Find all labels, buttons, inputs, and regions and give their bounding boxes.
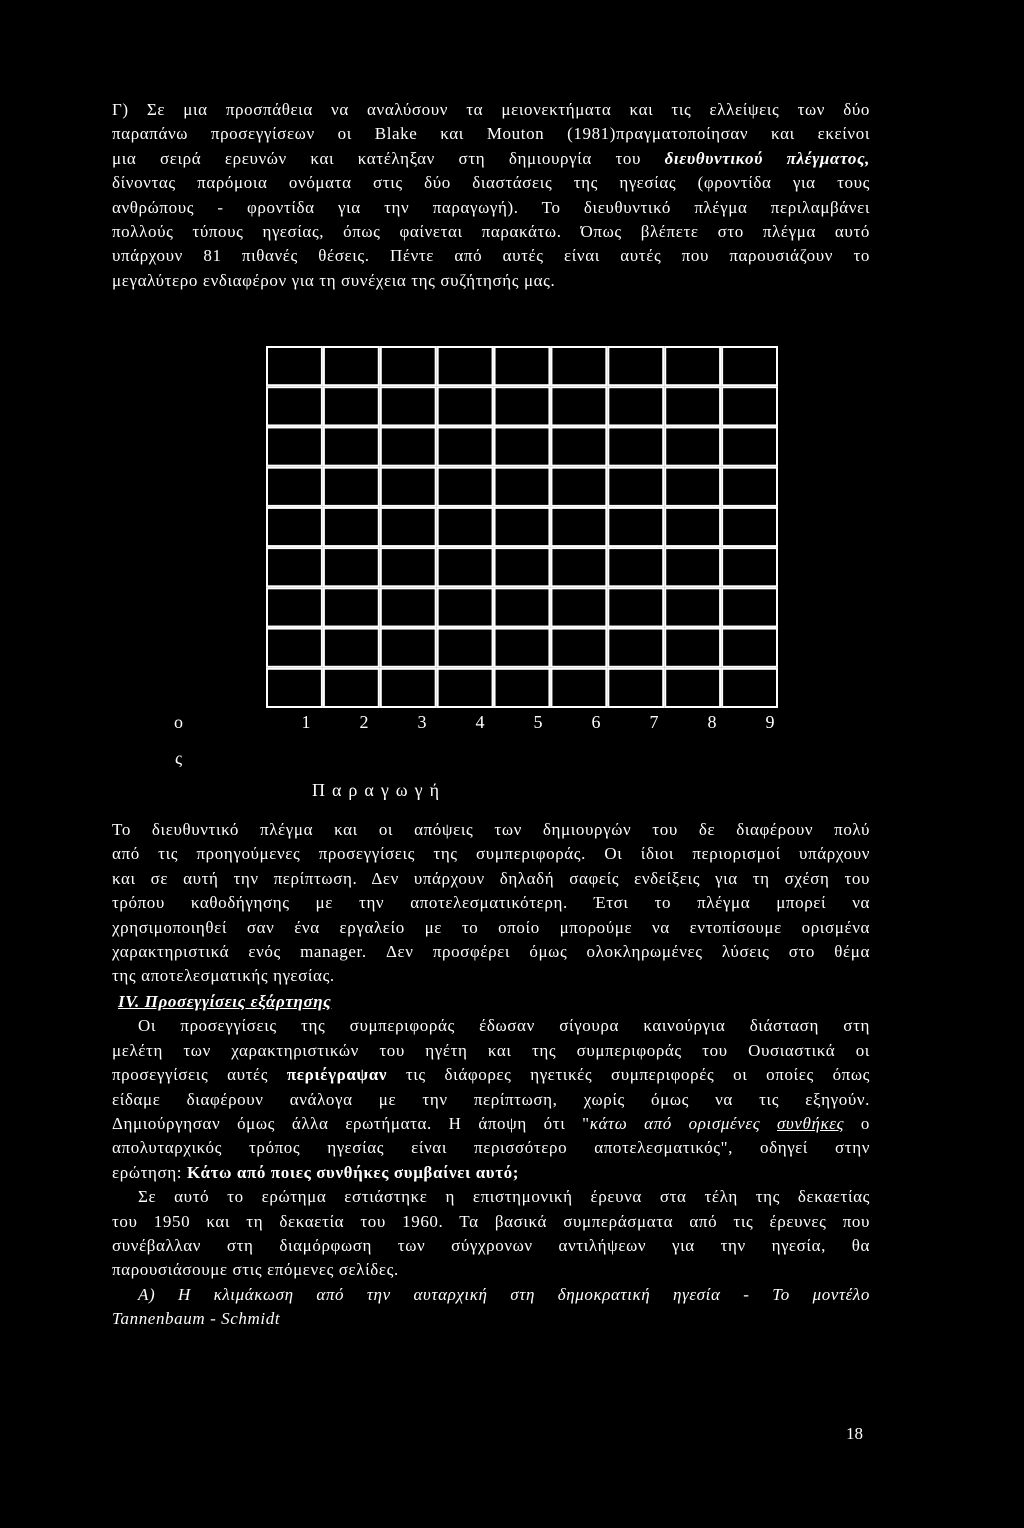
grid-cell <box>722 588 777 626</box>
grid-cell <box>267 669 322 707</box>
intro-paragraph <box>112 98 870 293</box>
grid-cell <box>722 508 777 546</box>
sub-heading-line-1: Α) Η κλιμάκωση από την αυταρχική στη δημοκρατική ηγεσία - Το μοντέλο <box>138 1284 870 1304</box>
grid-cell <box>495 508 550 546</box>
grid-cell <box>551 669 606 707</box>
grid-cell <box>608 427 663 465</box>
section-p2-line-2: του 1950 και τη δεκαετία του 1960. Τα βασικά συμπεράσματα από τις έρευνες που <box>112 1211 870 1231</box>
grid-cell <box>665 588 720 626</box>
grid-cell <box>267 548 322 586</box>
section-p1-line-7: ερώτηση: Κάτω από ποιες συνθήκες συμβαίνει αυτό; <box>112 1162 520 1182</box>
grid-critique-paragraph <box>112 818 870 989</box>
grid-cell <box>438 508 493 546</box>
section-heading: IV. Προσεγγίσεις εξάρτησης <box>118 992 332 1011</box>
x-tick-label: 5 <box>533 712 543 732</box>
x-tick-label: 3 <box>417 712 427 732</box>
grid-cell <box>381 508 436 546</box>
grid-cell <box>324 427 379 465</box>
section-p2-line-3: συνέβαλλαν στη διαμόρφωση των σύγχρονων αντιλήψεων για την ηγεσία, θα <box>112 1235 870 1255</box>
grid-cell <box>324 588 379 626</box>
intro-line-6: πολλούς τύπους ηγεσίας, όπως φαίνεται παρακάτω. Όπως βλέπετε στο πλέγμα αυτό <box>112 221 870 241</box>
grid-cell <box>438 347 493 385</box>
intro-line-4: δίνοντας παρόμοια ονόματα στις δύο διαστάσεις της ηγεσίας (φροντίδα για τους <box>112 173 870 193</box>
grid-cell <box>438 387 493 425</box>
grid-cell <box>381 387 436 425</box>
grid-cell <box>722 468 777 506</box>
grid-cell <box>665 427 720 465</box>
x-tick-label: 6 <box>591 712 601 732</box>
grid-cell <box>381 468 436 506</box>
x-tick-label: 4 <box>475 712 485 732</box>
grid-cell <box>551 427 606 465</box>
grid-cell <box>381 548 436 586</box>
managerial-grid <box>266 346 778 708</box>
grid-cell <box>665 548 720 586</box>
grid-cell <box>722 347 777 385</box>
x-tick-label: 7 <box>649 712 659 732</box>
grid-cell <box>324 468 379 506</box>
critique-line-2: από τις προηγούμενες προσεγγίσεις της συμπεριφοράς. Οι ίδιοι περιορισμοί υπάρχουν <box>112 844 870 864</box>
critique-line-6: χαρακτηριστικά ενός manager. Δεν προσφέρει όμως ολοκληρωμένες λύσεις στο θέμα <box>112 941 870 961</box>
grid-cell <box>722 387 777 425</box>
grid-cell <box>267 629 322 667</box>
grid-cell <box>267 387 322 425</box>
intro-line-7: υπάρχουν 81 πιθανές θέσεις. Πέντε από αυτές είναι αυτές που παρουσιάζουν το <box>112 246 870 266</box>
grid-cell <box>381 427 436 465</box>
grid-cell <box>495 548 550 586</box>
grid-cell <box>324 347 379 385</box>
section-p1-line-2: μελέτη των χαρακτηριστικών του ηγέτη και της συμπεριφοράς του Ουσιαστικά οι <box>112 1040 870 1060</box>
grid-cell <box>665 629 720 667</box>
grid-cell <box>324 387 379 425</box>
grid-cell <box>722 427 777 465</box>
grid-cell <box>495 347 550 385</box>
grid-cell <box>324 548 379 586</box>
key-question: Κάτω από ποιες συνθήκες συμβαίνει αυτό; <box>186 1162 520 1182</box>
grid-cell <box>267 347 322 385</box>
grid-cell <box>267 508 322 546</box>
grid-cell <box>324 669 379 707</box>
grid-cell <box>438 468 493 506</box>
grid-cell <box>495 629 550 667</box>
grid-cell <box>381 347 436 385</box>
grid-cell <box>608 669 663 707</box>
grid-cell <box>495 468 550 506</box>
grid-lines <box>266 346 778 708</box>
section-p1-line-4: είδαμε διαφέρουν ανάλογα με την περίπτωση, χωρίς όμως να τις εξηγούν. <box>112 1089 870 1109</box>
grid-cell <box>722 548 777 586</box>
grid-cell <box>551 508 606 546</box>
grid-cell <box>551 588 606 626</box>
intro-line-8: μεγαλύτερο ενδιαφέρον για τη συνέχεια της συζήτησής μας. <box>112 270 556 290</box>
grid-cell <box>665 669 720 707</box>
critique-line-3: και σε αυτή την περίπτωση. Δεν υπάρχουν δηλαδή σαφείς ενδείξεις για τη σχέση του <box>112 868 870 888</box>
grid-cell <box>551 347 606 385</box>
grid-cell <box>551 468 606 506</box>
page-number: 18 <box>846 1424 863 1443</box>
critique-line-7: της αποτελεσματικής ηγεσίας. <box>112 966 335 986</box>
grid-cell <box>495 387 550 425</box>
grid-cell <box>608 629 663 667</box>
intro-line-2: παραπάνω προσεγγίσεων οι Blake και Mouton (1981)πραγματοποίησαν και εκείνοι <box>112 124 870 144</box>
grid-cell <box>438 427 493 465</box>
grid-cell <box>608 347 663 385</box>
section-p1-line-1: Οι προσεγγίσεις της συμπεριφοράς έδωσαν σίγουρα καινούργια διάσταση στη <box>138 1016 870 1036</box>
grid-cell <box>324 508 379 546</box>
grid-cell <box>438 629 493 667</box>
grid-cell <box>608 588 663 626</box>
intro-line-1: Γ) Σε μια προσπάθεια να αναλύσουν τα μειονεκτήματα και τις ελλείψεις των δύο <box>112 100 870 119</box>
section-p2-line-4: παρουσιάσουμε στις επόμενες σελίδες. <box>112 1260 399 1280</box>
y-axis-label-fragment-2: ς <box>175 748 183 768</box>
grid-cell <box>665 387 720 425</box>
grid-cell <box>267 468 322 506</box>
section-p1-line-6: απολυταρχικός τρόπος ηγεσίας είναι περισσότερο αποτελεσματικός", οδηγεί στην <box>112 1138 870 1158</box>
critique-line-5: χρησιμοποιηθεί σαν ένα εργαλείο με το οποίο μπορούμε να εντοπίσουμε ορισμένα <box>112 917 870 937</box>
described-term: περιέγραψαν <box>286 1065 388 1085</box>
grid-cell <box>438 548 493 586</box>
grid-cell <box>438 588 493 626</box>
grid-cell <box>438 669 493 707</box>
grid-cell <box>722 629 777 667</box>
section-p1-line-3: προσεγγίσεις αυτές περιέγραψαν τις διάφορες ηγετικές συμπεριφορές οι οποίες όπως <box>112 1065 870 1085</box>
grid-cell <box>495 588 550 626</box>
grid-cell <box>722 669 777 707</box>
sub-heading-line-2: Tannenbaum - Schmidt <box>112 1309 281 1329</box>
intro-line-5: ανθρώπους - φροντίδα για την παραγωγή). Το διευθυντικό πλέγμα περιλαμβάνει <box>112 197 870 217</box>
grid-cell <box>381 588 436 626</box>
intro-line-3: μια σειρά ερευνών και κατέληξαν στη δημιουργία του διευθυντικού πλέγματος, <box>112 148 870 168</box>
grid-cell <box>608 508 663 546</box>
section-iv <box>112 990 870 1331</box>
grid-cell <box>324 629 379 667</box>
y-axis-label-fragment-1: ο <box>174 712 183 732</box>
grid-cell <box>665 347 720 385</box>
grid-cell <box>495 427 550 465</box>
x-tick-label: 8 <box>707 712 717 732</box>
grid-cell <box>608 548 663 586</box>
grid-cell <box>495 669 550 707</box>
grid-cell <box>551 387 606 425</box>
grid-cell <box>608 387 663 425</box>
x-tick-label: 2 <box>359 712 369 732</box>
grid-cell <box>608 468 663 506</box>
critique-line-4: τρόπου καθοδήγησης με την αποτελεσματικότερη. Έτσι το πλέγμα μπορεί να <box>112 893 870 913</box>
x-tick-label: 1 <box>301 712 311 732</box>
x-tick-label: 9 <box>765 712 775 732</box>
grid-cell <box>551 629 606 667</box>
critique-line-1: Το διευθυντικό πλέγμα και οι απόψεις των δημιουργών του δε διαφέρουν πολύ <box>112 820 870 839</box>
grid-term: διευθυντικού πλέγματος, <box>664 148 870 168</box>
grid-cell <box>551 548 606 586</box>
section-p1-line-5: Δημιούργησαν όμως άλλα ερωτήματα. Η άποψη ότι "κάτω από ορισμένες συνθήκες ο <box>112 1113 870 1133</box>
section-p2-line-1: Σε αυτό το ερώτημα εστιάστηκε η επιστημονική έρευνα στα τέλη της δεκαετίας <box>138 1187 870 1207</box>
grid-cell <box>381 669 436 707</box>
grid-cell <box>267 427 322 465</box>
grid-cell <box>267 588 322 626</box>
grid-cell <box>665 468 720 506</box>
grid-cell <box>381 629 436 667</box>
x-axis-title: Παραγωγή <box>312 780 447 800</box>
grid-cell <box>665 508 720 546</box>
